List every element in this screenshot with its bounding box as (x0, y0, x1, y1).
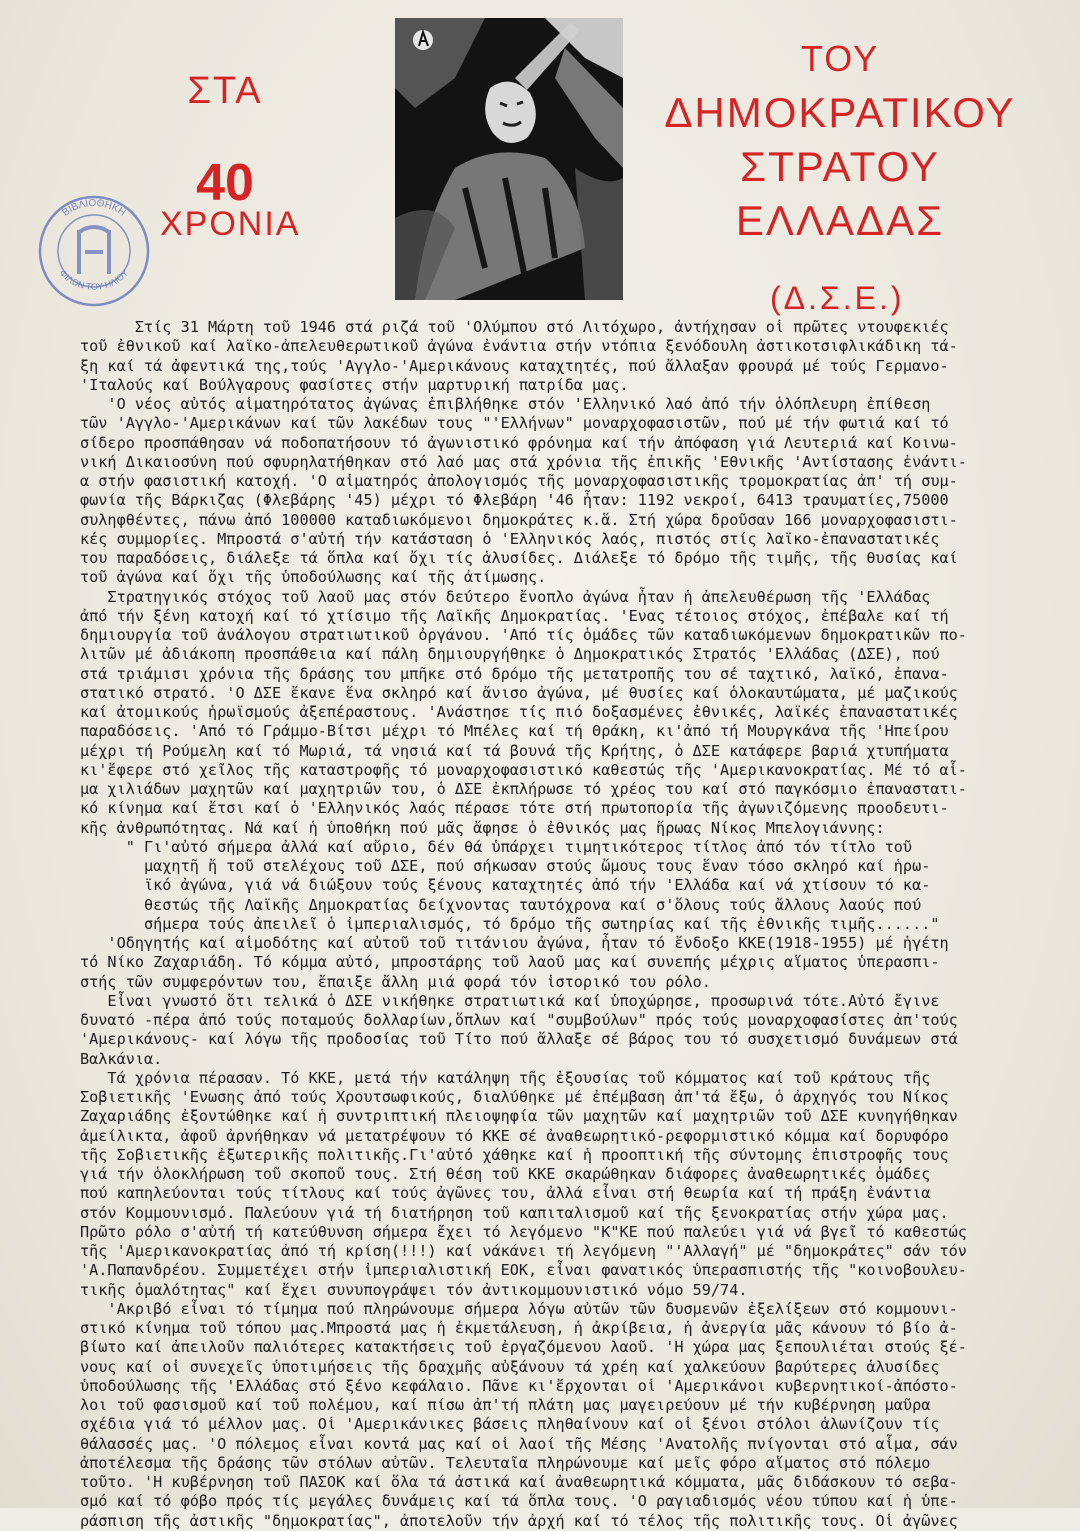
text-line: Στρατηγικός στόχος τοῦ λαοῦ μας στόν δεύτερο ἔνοπλο ἀγώνα ἦταν ἡ ἀπελευθέρωση τῆς 'Ελλάδας (80, 587, 931, 606)
text-line: τῆς 'Αμερικανοκρατίας ἀπό τή κρίση(!!!) καί νάκάνει τή λεγόμενη "'Αλλαγή" μέ "δημοκράτες" σάν τόν (80, 1242, 967, 1260)
text-line: σχέδια γιά τό μέλλον μας. Οἱ 'Αμερικάνικες βάσεις πληθαίνουν καί οἱ ξένοι στόλοι ἁλωνίζουν τίς (80, 1415, 940, 1434)
heading-elladas: ΕΛΛΑΔΑΣ (735, 197, 945, 244)
text-line: φωνία τῆς Βάρκιζας (Φλεβάρης '45) μέχρι τό Φλεβάρη '46 ἦταν: 1192 νεκροί, 6413 τραυματίες,75000 (80, 491, 949, 510)
text-line: σήμερα τούς ἀπειλεῖ ὁ ἰμπεριαλισμός, τό δρόμο τῆς σωτηρίας καί τῆς ἐθνικῆς τιμῆς......" (80, 914, 940, 933)
stamp-text-bottom: ΦΙΛΩΝ ΤΟΥ ΗΛΙΟΥ (57, 267, 131, 292)
heading-sta: ΣΤΑ (187, 70, 263, 112)
text-line: νική Δικαιοσύνη πού σφυρηλατήθηκαν στό λαό μας στά χρόνια τῆς ἐπικῆς 'Εθνικῆς 'Αντίστασης ἐνάντι- (80, 452, 967, 471)
text-line: βίωτο καί ἀπειλοῦν παλιότερες κατακτήσεις τοῦ ἐργαζόμενου λαοῦ. 'Η χώρα μας ξεπουλιέται στούς ξέ- (80, 1338, 967, 1357)
text-line: Βαλκάνια. (80, 1049, 163, 1068)
text-line: μα χιλιάδων μαχητῶν καί μαχητριῶν του, ὁ ΔΣΕ ἐκπλήρωσε τό χρέος του καί στό παγκόσμιο ἐπαναστατι- (80, 780, 967, 798)
text-line: δημιουργία τοῦ ἀνάλογου στρατιωτικοῦ ὀργάνου. 'Από τίς ὁμάδες τῶν καταδιωκόμενων δημοκρατικῶν πο- (80, 626, 967, 644)
text-line: ἀποτέλεσμα τῆς δράσης τῶν στόλων αὐτῶν. Τελευταῖα πληρώνουμε καί μεῖς φόρο αἵματος στό πόλεμο (80, 1453, 931, 1472)
stamp-text-top: ΒΙΒΛΙΟΘΗΚΗ (60, 197, 128, 219)
text-line: Πρῶτο ρόλο σ'αὐτή τή κατεύθυνση σήμερα ἔχει τό λεγόμενο "Κ"ΚΕ πού παλεύει γιά νά βγεῖ τό καθεστώς (80, 1222, 967, 1241)
text-line: ϊκό ἀγώνα, γιά νά διώξουν τούς ξένους καταχτητές ἀπό τήν 'Ελλάδα καί νά χτίσουν τό κα- (80, 876, 931, 895)
text-line: κές συμμορίες. Μπροστά σ'αὐτή τήν κατάσταση ὁ 'Ελληνικός λαός, πιστός στίς λαϊκο-ἐπαναστατικές (80, 529, 940, 548)
text-line: κῆς ἀνθρωπότητας. Νά καί ἡ ὑποθήκη πού μᾶς ἄφησε ὁ ἐθνικός μας ἥρωας Νίκος Μπελογιάννης: (80, 818, 885, 837)
text-line: Ζαχαριάδης ἐξοντώθηκε καί ἡ συντριπτική πλειοψηφία τῶν μαχητῶν καί μαχητριῶν τοῦ ΔΣΕ κυνηγήθηκαν (80, 1107, 958, 1126)
text-line: ξη καί τά ἀφεντικά της,τούς 'Αγγλο-'Αμερικάνους καταχτητές, πού ἄλλαξαν φρουρά μέ τούς Γερμανο- (80, 356, 949, 375)
text-line: ἀπό τήν ξένη κατοχή καί τό χτίσιμο τῆς Λαϊκῆς Δημοκρατίας. 'Ενας τέτοιος στόχος, ἐπέβαλε καί τή (80, 606, 949, 625)
heading-forty: 40 (196, 154, 254, 212)
text-line: στής τῶν συμφερόντων του, ἔπαιξε ἄλλη μιά φορά τόν ἱστορικό του ρόλο. (80, 972, 711, 991)
text-line: α στήν φασιστική κατοχή. 'Ο αἱματηρός ἀπολογισμός τῆς μοναρχοφασιστικῆς τρομοκρατίας ἀπ' τή συμ- (80, 472, 958, 490)
heading-dimokratikou: ΔΗΜΟΚΡΑΤΙΚΟΥ (664, 89, 1016, 136)
text-line: γιά τήν ὁλοκλήρωση τοῦ σκοποῦ τους. Στή θέση τοῦ ΚΚΕ σκαρώθηκαν διάφορες ἀναθεωρητικές ὁμάδες (80, 1165, 931, 1183)
text-line: " Γι'αὐτό σήμερα ἀλλά καί αὔριο, δέν θά ὑπάρχει τιμητικότερος τίτλος ἀπό τόν τίτλο τοῦ (80, 837, 913, 856)
text-line: Εἶναι γνωστό ὅτι τελικά ὁ ΔΣΕ νικήθηκε στρατιωτικά καί ὑποχώρησε, προσωρινά τότε.Αὐτό ἔγινε (80, 991, 940, 1010)
text-line: 'Ο νέος αὐτός αἱματηρότατος ἀγώνας ἐπιβλήθηκε στόν 'Ελληνικό λαό ἀπό τήν ὁλόπλευρη ἐπίθεση (80, 395, 931, 413)
text-line: Τά χρόνια πέρασαν. Τό ΚΚΕ, μετά τήν κατάληψη τῆς ἐξουσίας τοῦ κόμματος καί τοῦ κράτους τῆς (80, 1068, 931, 1087)
svg-text:ΦΙΛΩΝ ΤΟΥ ΗΛΙΟΥ (58, 268, 131, 292)
text-line: καί ἀτομικούς ἡρωϊσμούς ἀξεπέραστους. 'Ανάστησε τίς πιό δοξασμένες ἐθνικές, λαϊκές ἐπαναστατικές (80, 703, 958, 721)
partisan-woodcut-image (395, 18, 623, 300)
text-line: τικῆς ὁμαλότητας" καί ἔχει συνυπογράψει τόν ἀντικομμουνιστικό νόμο 59/74. (80, 1280, 748, 1299)
text-line: σίδερο προσπάθησαν νά ποδοπατήσουν τό ἀγωνιστικό φρόνημα καί τήν ἀπόφαση γιά Λευτεριά καί Κοινω- (80, 433, 958, 452)
text-line: στικό κίνημα τοῦ τόπου μας.Μπροστά μας ἡ ἐκμετάλευση, ἡ ἀκρίβεια, ἡ ἀνεργία μᾶς κάνουν τό βίο ἀ- (80, 1319, 958, 1337)
text-line: 'Αμερικάνους- καί λόγω τῆς προδοσίας τοῦ Τίτο πού ἄλλαξε σέ βάρος του τό συσχετισμό δυνάμεων στά (80, 1030, 958, 1049)
text-line: τό Νίκο Ζαχαριάδη. Τό κόμμα αὐτό, μπροστάρης τοῦ λαοῦ μας καί συνεπής μέχρις αἵματος ὑπερασπι- (80, 953, 940, 972)
heading-xronia: ΧΡΟΝΙΑ (160, 205, 301, 243)
heading-dse: (Δ.Σ.Ε.) (770, 280, 905, 316)
right-heading (620, 32, 1060, 248)
left-heading (150, 70, 300, 213)
text-line: κό κίνημα καί ἔτσι καί ὁ 'Ελληνικός λαός πέρασε τότε στή πρωτοπορία τῆς ἀγωνιζόμενης προοδευτι- (80, 799, 949, 818)
text-line: σμό καί τό φόβο πρός τίς μεγάλες δυνάμεις καί τά ὅπλα τους. 'Ο ραγιαδισμός νέου τύπου καί ἡ ὑπε- (80, 1492, 958, 1511)
text-line: τῶν 'Αγγλο-'Αμερικάνων καί τῶν λακέδων τους "'Ελλήνων" μοναρχοφασιστῶν, πού μέ τήν φωτιά καί τό (80, 414, 949, 433)
text-line: νους καί οἱ συνεχεῖς ὑποτιμήσεις τῆς δραχμῆς αὐξάνουν τά χρέη καί χαλκεύουν βαρύτερες ἁλυσίδες (80, 1357, 940, 1376)
text-line: τοῦ ἐθνικοῦ καί λαϊκο-ἀπελευθερωτικοῦ ἀγώνα ἐνάντια στήν ντόπια ξενόδουλη ἀστικοτσιφλικάδικη τά- (80, 337, 958, 356)
text-line: λιτῶν μέ ἀδιάκοπη προσπάθεια καί πάλη δημιουργήθηκε ὁ Δημοκρατικός Στρατός 'Ελλάδας (ΔΣΕ), πού (80, 645, 940, 664)
text-line: Στίς 31 Μάρτη τοῦ 1946 στά ριζά τοῦ 'Ολύμπου στό Λιτόχωρο, ἀντήχησαν οἱ πρῶτες ντουφεκιές (80, 318, 949, 336)
text-line: στατικό στρατό. 'Ο ΔΣΕ ἔκανε ἕνα σκληρό καί ἄνισο ἀγώνα, μέ θυσίες καί ὁλοκαυτώματα, μέ μαζικούς (80, 683, 958, 702)
text-line: 'Οδηγητής καί αἱμοδότης καί αὐτοῦ τοῦ τιτάνιου ἀγώνα, ἦταν τό ἔνδοξο ΚΚΕ(1918-1955) μέ ἡγέτη (80, 934, 949, 952)
text-line: μαχητῆ ἤ τοῦ στελέχους τοῦ ΔΣΕ, πού σήκωσαν στούς ὤμους τους ἕναν τόσο σκληρό καί ἡρω- (80, 857, 931, 875)
text-line: 'Ακριβό εἶναι τό τίμημα πού πληρώνουμε σήμερα λόγω αὐτῶν τῶν δυσμενῶν ἐξελίξεων στό κομμουνι- (80, 1299, 958, 1318)
text-line: ὑποδούλωσης τῆς 'Ελλάδας στό ξένο κεφάλαιο. Πᾶνε κι'ἔρχονται οἱ 'Αμερικάνοι κυβερνητικοί-ἀπόστο- (80, 1376, 958, 1395)
text-line: 'Α.Παπανδρέου. Συμμετέχει στήν ἰμπεριαλιστική ΕΟΚ, εἶναι φανατικός ὑπερασπιστής τῆς "κοινοβουλευ- (80, 1261, 967, 1280)
text-line: στόν Κομμουνισμό. Παλεύουν γιά τή διατήρηση τοῦ καπιταλισμοῦ καί τῆς ξενοκρατίας στήν χώρα μας. (80, 1203, 949, 1222)
text-line: τοῦ ἀγώνα καί ὄχι τῆς ὑποδούλωσης καί τῆς ἀτίμωσης. (80, 568, 547, 587)
heading-stratou: ΣΤΡΑΤΟΥ (740, 143, 940, 190)
text-line: παραδόσεις. 'Από τό Γράμμο-Βίτσι μέχρι τό Μπέλες καί τή Θράκη, κι'ἀπό τή Μουργκάνα τῆς 'Ηπείρου (80, 722, 949, 741)
heading-tou: ΤΟΥ (800, 38, 880, 79)
text-line: Σοβιετικῆς 'Ενωσης ἀπό τούς Χρουτσωφικούς, διαλύθηκε μέ ἐπέμβαση ἀπ'τά ἔξω, ὁ ἀρχηγός του Νίκος (80, 1088, 949, 1106)
text-line: θεστώς τῆς Λαϊκῆς Δημοκρατίας δείχνοντας ταυτόχρονα καί σ'ὅλους τούς ἄλλους λαούς πού (80, 895, 922, 914)
text-line: λοι τοῦ φασισμοῦ καί τοῦ πολέμου, καί πίσω ἀπ'τή πλάτη μας μαγειρεύουν μέ τήν κυβέρνηση μαῦρα (80, 1396, 931, 1414)
text-line: θάλασσές μας. 'Ο πόλεμος εἶναι κοντά μας καί οἱ λαοί τῆς Μέσης 'Ανατολῆς πνίγονται στό αἷμα, σάν (80, 1434, 958, 1453)
text-line: ἀμείλικτα, ἀφοῦ ἀρνήθηκαν νά μετατρέψουν τό ΚΚΕ σέ ἀναθεωρητικό-ρεφορμιστικό κόμμα καί δορυφόρο (80, 1126, 949, 1145)
text-line: μέχρι τή Ρούμελη καί τό Μωριά, τά νησιά καί τά βουνά τῆς Κρήτης, ὁ ΔΣΕ κατάφερε βαριά χτυπήματα (80, 741, 949, 760)
text-line: τοῦτο. 'Η κυβέρνηση τοῦ ΠΑΣΟΚ καί ὅλα τά ἀστικά καί ἀναθεωρητικά κόμματα, μᾶς διδάσκουν τό σεβα- (80, 1473, 958, 1491)
article-body (80, 318, 1040, 1531)
text-line: πού καπηλεύονται τούς τίτλους καί τούς ἀγῶνες του, ἀλλά εἶναι στή θεωρία καί τή πράξη ἐνάντια (80, 1184, 931, 1203)
text-line: του παραδόσεις, διάλεξε τά ὅπλα καί ὄχι τίς ἁλυσίδες. Διάλεξε τό δρόμο τῆς τιμῆς, τῆς θυσίας καί (80, 549, 958, 567)
text-line: δυνατό -πέρα ἀπό τούς ποταμούς δολλαρίων,ὅπλων καί "συμβούλων" πρός τούς μοναρχοφασίστες ἀπ'τούς (80, 1011, 958, 1029)
text-line: ράσπιση τῆς ἀστικῆς "δημοκρατίας", ἀποτελοῦν τήν ἀρχή καί τό τέλος τῆς πολιτικῆς τους. Οἱ ἀγῶνες (80, 1511, 958, 1530)
text-line: κι'ἔφερε στό χεῖλος τῆς καταστροφῆς τό μοναρχοφασιστικό καθεστώς τῆς 'Αμερικανοκρατίας. Μέ τό αἷ- (80, 760, 967, 779)
text-line: στά τριάμισι χρόνια τῆς δράσης του μπῆκε στό δρόμο τῆς μετατροπῆς του σέ ταχτικό, λαϊκό, ἐπανα- (80, 664, 949, 683)
library-stamp (35, 192, 153, 310)
text-line: τῆς Σοβιετικῆς ἐξωτερικῆς πολιτικῆς.Γι'αὐτό χάθηκε καί ἡ προοπτική τῆς σύντομης ἐπιστροφῆς τους (80, 1145, 949, 1164)
text-line: συληφθέντες, πάνω ἀπό 100000 καταδιωκόμενοι δημοκράτες κ.ἅ. Στή χώρα δροῦσαν 166 μοναρχοφασιστι- (80, 510, 958, 529)
text-line: 'Ιταλούς καί Βούλγαρους φασίστες στήν μαρτυρική πατρίδα μας. (80, 375, 629, 394)
